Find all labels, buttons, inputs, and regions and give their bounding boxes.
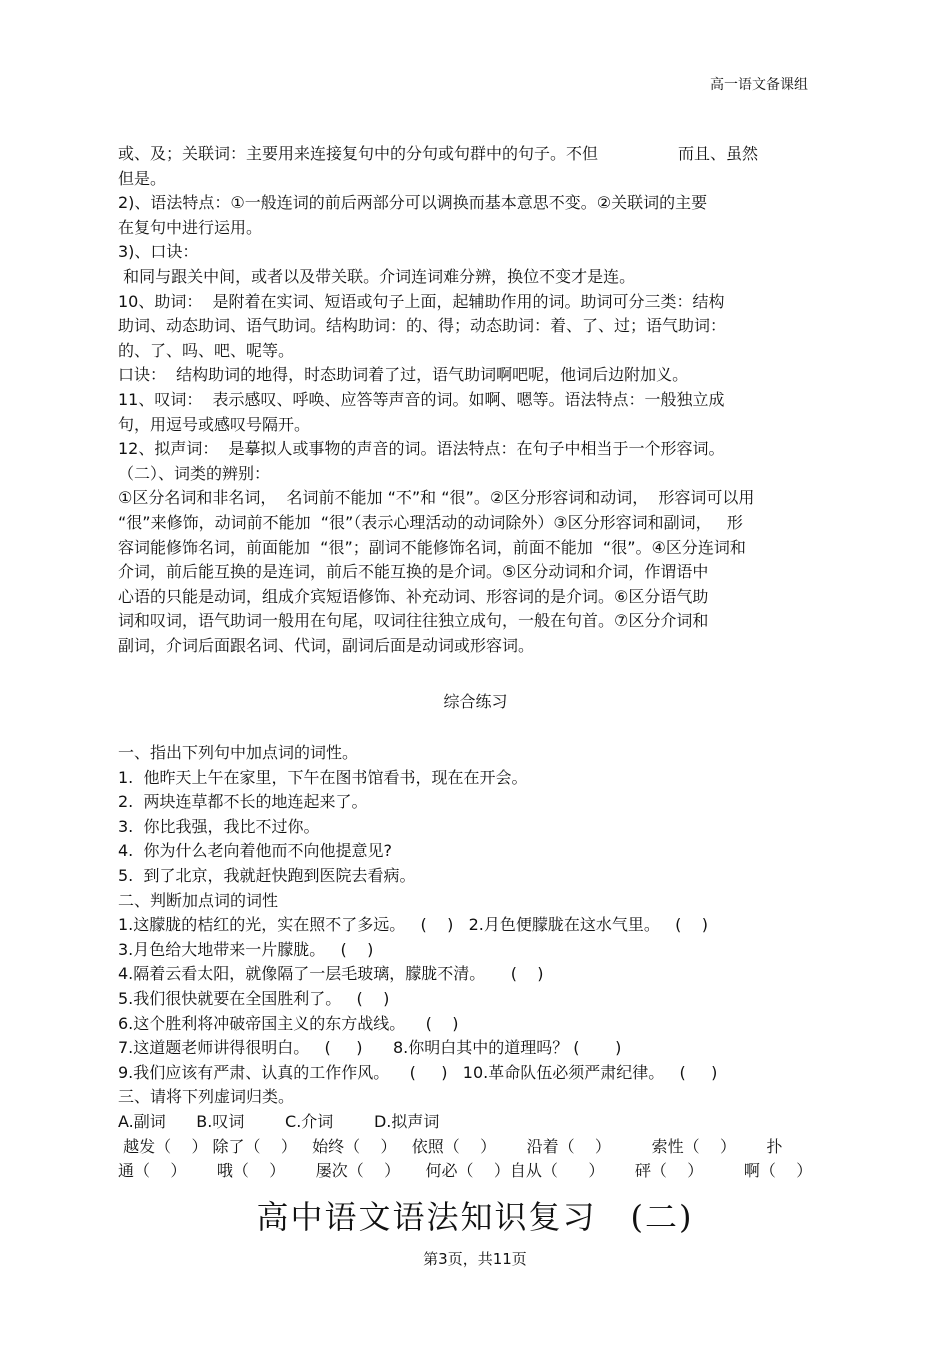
exercise-line: 3.月色给大地带来一片朦胧。 ( )	[118, 939, 374, 959]
paragraph-line: 副词，介词后面跟名词、代词，副词后面是动词或形容词。	[118, 635, 535, 655]
paragraph-line: 11、叹词： 表示感叹、呼唤、应答等声音的词。如啊、嗯等。语法特点：一般独立成	[118, 389, 725, 409]
exercise-line: 6.这个胜利将冲破帝国主义的东方战线。 ( )	[118, 1013, 459, 1033]
paragraph-line: 但是。	[118, 168, 167, 188]
exercise-line: 1.这朦胧的桔红的光，实在照不了多远。 ( ) 2.月色便朦胧在这水气里。 ( )	[118, 915, 708, 935]
exercise-line: 1. 他昨天上午在家里，下午在图书馆看书，现在在开会。	[118, 767, 528, 787]
exercise-line: 2. 两块连草都不长的地连起来了。	[118, 792, 368, 812]
exercise-line: 5.我们很快就要在全国胜利了。 ( )	[118, 989, 390, 1008]
exercise-line: 三、请将下列虚词归类。	[118, 1087, 295, 1107]
paragraph-line: 口诀： 结构助词的地得，时态助词着了过，语气助词啊吧呢，他词后边附加义。	[118, 365, 689, 385]
exercise-line: 4. 你为什么老向着他而不向他提意见?	[118, 841, 392, 861]
exercise-line: 7.这道题老师讲得很明白。 ( ) 8.你明白其中的道理吗？ ( )	[118, 1038, 622, 1058]
page-header: 高一语文备课组	[710, 77, 808, 93]
exercise-line: 通（ ） 哦（ ） 屡次（ ） 何必（ ）自从（ ） 砰（ ） 啊（ ）	[118, 1161, 813, 1181]
paragraph-line: 2)、语法特点：①一般连词的前后两部分可以调换而基本意思不变。②关联词的主要	[118, 193, 708, 213]
exercise-line: 9.我们应该有严肃、认真的工作作风。 ( ) 10.革命队伍必须严肃纪律。 ( )	[118, 1062, 718, 1082]
paragraph-line: 词和叹词，语气助词一般用在句尾，叹词往往独立成句，一般在句首。⑦区分介词和	[118, 611, 709, 631]
document-body	[118, 142, 833, 1184]
paragraph-line: 在复句中进行运用。	[118, 217, 263, 237]
exercise-line: 5. 到了北京，我就赶快跑到医院去看病。	[118, 866, 416, 886]
document-title: 高中语文语法知识复习 (二)	[256, 1198, 694, 1236]
exercise-section-title: 综合练习	[443, 692, 508, 712]
paragraph-line: 和同与跟关中间，或者以及带关联。介词连词难分辨，换位不变才是连。	[118, 266, 636, 286]
exercise-line: 4.隔着云看太阳，就像隔了一层毛玻璃，朦胧不清。 ( )	[118, 964, 544, 984]
paragraph-line: 的、了、吗、吧、呢等。	[118, 340, 295, 360]
paragraph-line: 容词能修饰名词，前面能加 “很”；副词不能修饰名词，前面不能加 “很”。④区分连词和	[118, 537, 746, 557]
paragraph-line: 10、助词： 是附着在实词、短语或句子上面，起辅助作用的词。助词可分三类：结构	[118, 291, 725, 311]
exercise-line: 二、判断加点词的词性	[118, 890, 279, 910]
page-number-footer: 第3页，共11页	[423, 1250, 527, 1268]
paragraph-line: 12、拟声词： 是摹拟人或事物的声音的词。语法特点：在句子中相当于一个形容词。	[118, 439, 725, 459]
paragraph-line: 心语的只能是动词，组成介宾短语修饰、补充动词、形容词的是介词。⑥区分语气助	[118, 586, 709, 606]
paragraph-line: 句，用逗号或感叹号隔开。	[118, 414, 311, 434]
paragraph-line: ①区分名词和非名词， 名词前不能加 “不”和 “很”。②区分形容词和动词， 形容词可以用	[118, 488, 755, 508]
paragraph-line: 助词、动态助词、语气助词。结构助词：的、得；动态助词：着、了、过；语气助词：	[118, 316, 727, 336]
exercise-line: 一、指出下列句中加点词的词性。	[118, 743, 359, 763]
paragraph-line: 介词，前后能互换的是连词，前后不能互换的是介词。⑤区分动词和介词，作谓语中	[118, 562, 709, 582]
exercise-line: 越发（ ） 除了（ ） 始终（ ） 依照（ ） 沿着（ ） 索性（ ） 扑	[118, 1136, 783, 1156]
paragraph-line: “很”来修饰，动词前不能加 “很”（表示心理活动的动词除外）③区分形容词和副词， 形	[118, 512, 743, 532]
exercise-line: 3. 你比我强，我比不过你。	[118, 816, 320, 836]
paragraph-line: （二）、词类的辨别：	[118, 463, 271, 483]
paragraph-line: 3)、口诀：	[118, 242, 199, 262]
paragraph-line: 或、及；关联词：主要用来连接复句中的分句或句群中的句子。不但 而且、虽然	[118, 144, 759, 163]
exercise-line: A.副词 B.叹词 C.介词 D.拟声词	[118, 1111, 440, 1131]
